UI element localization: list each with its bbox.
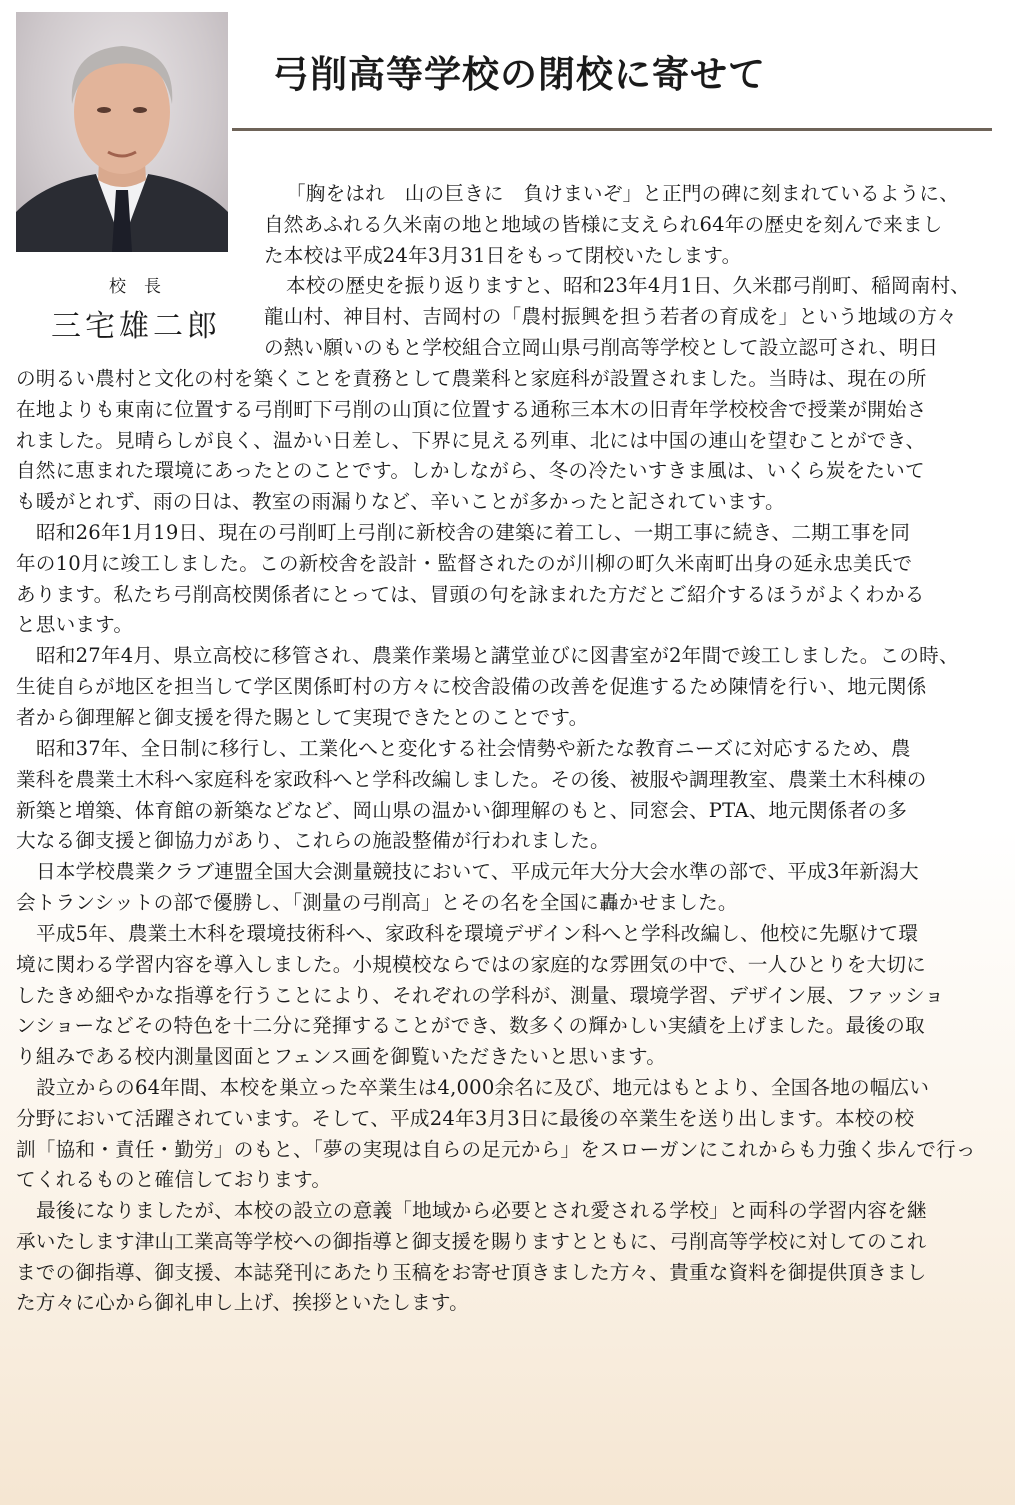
- text-line: 昭和37年、全日制に移行し、工業化へと変化する社会情勢や新たな教育ニーズに対応するため、農: [36, 737, 911, 760]
- text-line: 分野において活躍されています。そして、平成24年3月3日に最後の卒業生を送り出します。本校の校: [16, 1106, 915, 1130]
- text-line: 承いたします津山工業高等学校への御指導と御支援を賜りますとともに、弓削高等学校に対してのこれ: [16, 1229, 927, 1253]
- text-line: 会トランシットの部で優勝し、「測量の弓削高」とその名を全国に轟かせました。: [16, 890, 738, 914]
- text-line: 自然に恵まれた環境にあったとのことです。しかしながら、冬の冷たいすきま風は、いくら炭をたいて: [16, 459, 925, 483]
- body-paragraph: [16, 919, 996, 1073]
- principal-name: 三宅雄二郎: [51, 309, 221, 344]
- text-line: 自然あふれる久米南の地と地域の皆様に支えられ64年の歴史を刻んで来まし: [264, 212, 943, 236]
- principal-portrait-photo: [16, 12, 228, 252]
- text-line: 新築と増築、体育館の新築などなど、岡山県の温かい御理解のもと、同窓会、PTA、地元関係者の多: [16, 798, 908, 822]
- text-line: 者から御理解と御支援を得た賜として実現できたとのことです。: [16, 705, 589, 729]
- principal-role-label: 校長: [109, 277, 179, 297]
- text-line: の熱い願いのもと学校組合立岡山県弓削高等学校として設立認可され、明日: [264, 335, 939, 359]
- text-line: 「胸をはれ 山の巨きに 負けまいぞ」と正門の碑に刻まれているように、: [286, 182, 959, 205]
- text-line: と思います。: [16, 613, 134, 637]
- body-paragraph: [16, 857, 996, 919]
- text-line: 龍山村、神目村、吉岡村の「農村振興を担う若者の育成を」という地域の方々: [264, 304, 957, 328]
- body-paragraph: [16, 1196, 996, 1319]
- text-line: た方々に心から御礼申し上げ、挨拶といたします。: [16, 1291, 469, 1315]
- text-line: 本校の歴史を振り返りますと、昭和23年4月1日、久米郡弓削町、稲岡南村、: [286, 274, 971, 297]
- body-paragraph: [16, 641, 996, 733]
- text-line: 昭和26年1月19日、現在の弓削町上弓削に新校舎の建築に着工し、一期工事に続き、二期工事を同: [36, 521, 911, 544]
- text-line: てくれるものと確信しております。: [16, 1168, 332, 1192]
- page-title: 弓削高等学校の閉校に寄せて: [272, 52, 766, 96]
- body-paragraph-continued: [16, 364, 996, 518]
- body-paragraph: [16, 734, 996, 857]
- text-line: したきめ細やかな指導を行うことにより、それぞれの学科が、測量、環境学習、デザイン展、ファッショ: [16, 983, 945, 1007]
- text-line: 訓「協和・責任・勤労」のもと、「夢の実現は自らの足元から」をスローガンにこれからも力強く歩んで行っ: [16, 1137, 976, 1161]
- text-line: 生徒自らが地区を担当して学区関係町村の方々に校舎設備の改善を促進するため陳情を行い、地元関係: [16, 674, 927, 698]
- body-paragraph: [264, 179, 994, 271]
- text-line: り組みである校内測量図面とフェンス画を御覧いただきたいと思います。: [16, 1045, 667, 1069]
- text-line: 日本学校農業クラブ連盟全国大会測量競技において、平成元年大分大会水準の部で、平成3年新潟大: [36, 860, 919, 883]
- text-line: 大なる御支援と御協力があり、これらの施設整備が行われました。: [16, 829, 610, 853]
- text-line: までの御指導、御支援、本誌発刊にあたり玉稿をお寄せ頂きました方々、貴重な資料を御提供頂きまし: [16, 1260, 927, 1284]
- text-line: の明るい農村と文化の村を築くことを責務として農業科と家庭科が設置されました。当時は、現在の所: [16, 367, 927, 390]
- text-line: も暖がとれず、雨の日は、教室の雨漏りなど、辛いことが多かったと記されています。: [16, 490, 785, 514]
- text-line: 年の10月に竣工しました。この新校舎を設計・監督されたのが川柳の町久米南町出身の延永忠美氏で: [16, 551, 913, 575]
- text-line: 境に関わる学習内容を導入しました。小規模校ならではの家庭的な雰囲気の中で、一人ひとりを大切に: [16, 952, 926, 976]
- text-line: 設立からの64年間、本校を巣立った卒業生は4,000余名に及び、地元はもとより、全国各地の幅広い: [36, 1076, 930, 1099]
- text-line: ンショーなどその特色を十二分に発揮することができ、数多くの輝かしい実績を上げました。最後の取: [16, 1014, 925, 1038]
- text-line: 平成5年、農業土木科を環境技術科へ、家政科を環境デザイン科へと学科改編し、他校に先駆けて環: [36, 922, 919, 945]
- body-paragraph: [16, 518, 996, 641]
- text-line: た本校は平成24年3月31日をもって閉校いたします。: [264, 243, 742, 267]
- body-paragraph: [16, 1073, 996, 1196]
- text-line: 業科を農業土木科へ家庭科を家政科へと学科改編しました。その後、被服や調理教室、農業土木科棟の: [16, 767, 927, 791]
- text-line: 最後になりましたが、本校の設立の意義「地域から必要とされ愛される学校」と両科の学習内容を継: [36, 1199, 927, 1222]
- title-divider: [232, 128, 992, 131]
- text-line: れました。見晴らしが良く、温かい日差し、下界に見える列車、北には中国の連山を望むことができ、: [16, 428, 926, 452]
- text-line: あります。私たち弓削高校関係者にとっては、冒頭の句を詠まれた方だとご紹介するほうがよくわかる: [16, 582, 925, 606]
- body-paragraph: [264, 271, 994, 363]
- text-line: 在地よりも東南に位置する弓削町下弓削の山頂に位置する通称三本木の旧青年学校校舎で授業が開始さ: [16, 397, 927, 421]
- text-line: 昭和27年4月、県立高校に移管され、農業作業場と講堂並びに図書室が2年間で竣工しました。この時、: [36, 644, 959, 667]
